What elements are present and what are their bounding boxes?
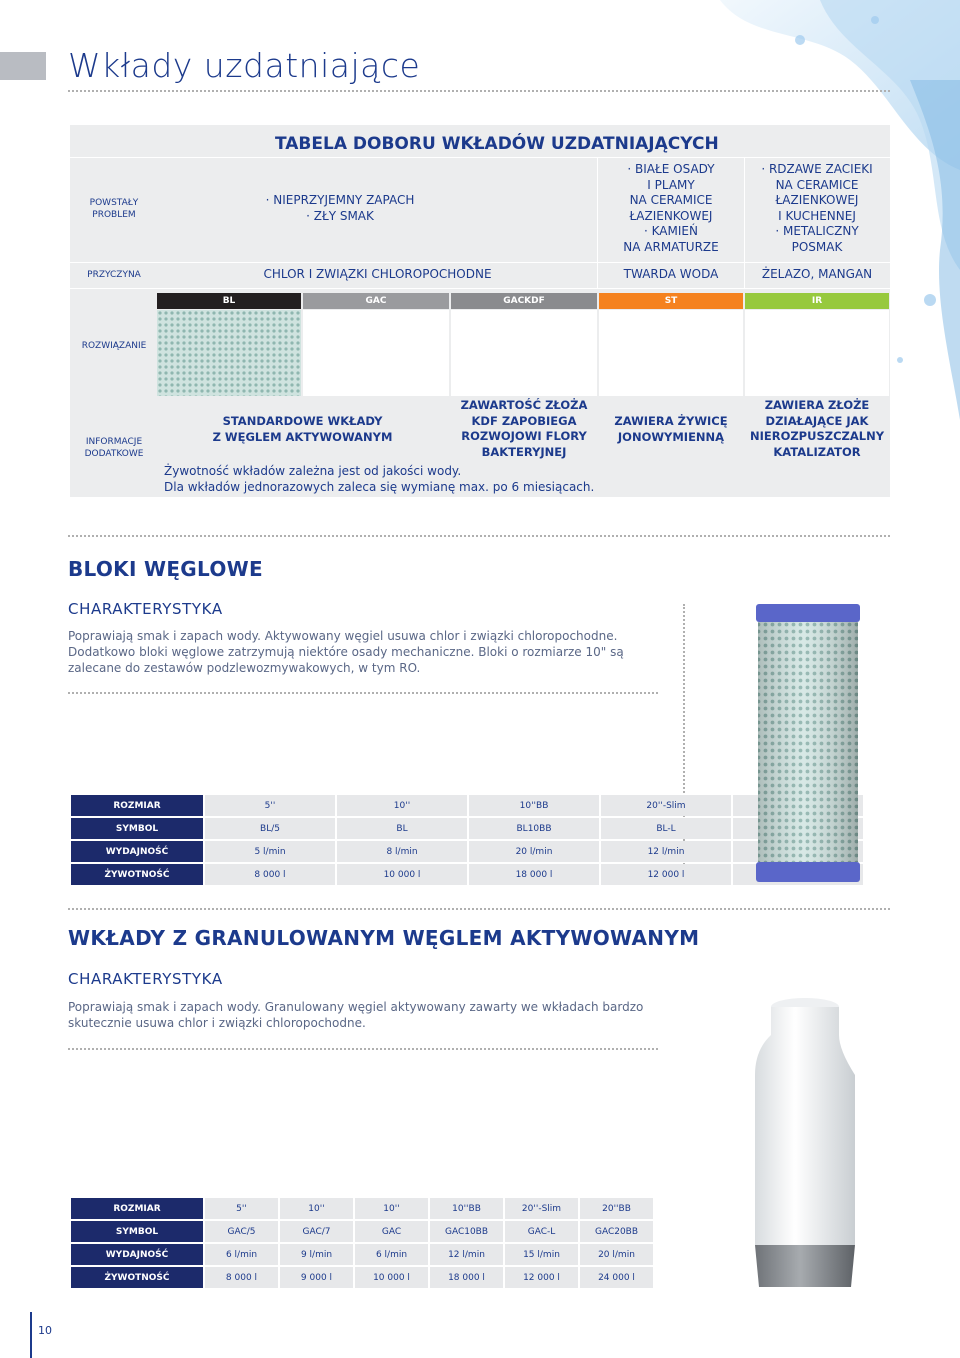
problem-line: ŁAZIENKOWEJ xyxy=(775,193,859,207)
table-cell: 12 l/min xyxy=(430,1244,503,1265)
problem-line: NA CERAMICE xyxy=(775,177,859,192)
code-gac: GAC xyxy=(303,293,449,309)
info-note-2: Dla wkładów jednorazowych zaleca się wymianę max. po 6 miesiącach. xyxy=(164,480,595,494)
row-header: SYMBOL xyxy=(71,1221,203,1242)
section-description: Poprawiają smak i zapach wody. Aktywowany węgiel usuwa chlor i związki chloropochodne. Dodatkowo bloki węglowe zatrzymują niektóre osady mechaniczne. Bloki o rozmiarze 10" są zalecane do zestawów podzlewozmywakowych, w tym RO. xyxy=(68,629,624,675)
table-cell: 18 000 l xyxy=(469,864,599,885)
carbon-blocks-spec-table xyxy=(69,793,865,887)
info-line: KATALIZATOR xyxy=(773,444,861,459)
problem-line: · NIEPRZYJEMNY ZAPACH xyxy=(265,193,415,207)
table-cell: 20''-Slim xyxy=(601,795,731,816)
table-cell: GAC20BB xyxy=(580,1221,653,1242)
table-divider xyxy=(70,262,890,263)
table-cell: 8 000 l xyxy=(205,864,335,885)
code-bl: BL xyxy=(157,293,301,309)
table-cell: GAC/5 xyxy=(205,1221,278,1242)
table-row xyxy=(71,1244,653,1265)
section-title-carbon-blocks: BLOKI WĘGLOWE xyxy=(68,557,263,581)
problem-line: ŁAZIENKOWEJ xyxy=(629,208,713,223)
row-label-problem: POWSTAŁY PROBLEM xyxy=(89,198,139,220)
table-cell: 12 l/min xyxy=(601,841,731,862)
table-divider xyxy=(70,288,890,289)
gac-cartridge-image xyxy=(303,310,449,396)
table-cell: 18 000 l xyxy=(430,1267,503,1288)
section-description: Poprawiają smak i zapach wody. Granulowany węgiel aktywowany zawarty we wkładach bardzo skutecznie usuwa chlor i związki chloropochodne. xyxy=(68,1000,644,1030)
gac-cartridge-illustration xyxy=(745,995,865,1295)
table-divider xyxy=(597,157,598,288)
info-line: ROZWOJOWI FLORY xyxy=(461,429,587,443)
divider xyxy=(68,1048,658,1050)
row-header: ŻYWOTNOŚĆ xyxy=(71,1267,203,1288)
divider xyxy=(68,90,890,92)
problem-hard-water xyxy=(600,162,742,255)
table-cell: 10'' xyxy=(355,1198,428,1219)
selection-table-title: TABELA DOBORU WKŁADÓW UZDATNIAJĄCYCH xyxy=(275,134,719,154)
info-line: ZAWIERA ZŁOŻE xyxy=(764,398,870,412)
row-label-info: INFORMACJE DODATKOWE xyxy=(84,437,144,459)
page-number: 10 xyxy=(38,1324,52,1337)
table-cell: 20 l/min xyxy=(469,841,599,862)
table-cell: GAC-L xyxy=(505,1221,578,1242)
info-line: KDF ZAPOBIEGA xyxy=(471,413,577,428)
table-cell: 9 l/min xyxy=(280,1244,353,1265)
table-divider xyxy=(744,157,745,288)
divider xyxy=(68,535,890,537)
table-cell: 20''-Slim xyxy=(505,1198,578,1219)
info-st xyxy=(600,414,742,445)
cause-chlorine: CHLOR I ZWIĄZKI CHLOROPOCHODNE xyxy=(263,267,492,281)
table-cell: BL-L xyxy=(601,818,731,839)
problem-iron xyxy=(746,162,888,255)
table-cell: 10''BB xyxy=(469,795,599,816)
table-cell: 24 000 l xyxy=(580,1267,653,1288)
row-header: ROZMIAR xyxy=(71,795,203,816)
table-divider xyxy=(70,157,890,158)
problem-line: I PLAMY xyxy=(647,177,695,192)
carbon-block-cartridge-image xyxy=(748,600,868,890)
info-line: ZAWIERA ŻYWICĘ xyxy=(614,414,728,428)
problem-line: · KAMIEŃ xyxy=(644,224,698,238)
code-gackdf: GACKDF xyxy=(451,293,597,309)
row-header: WYDAJNOŚĆ xyxy=(71,841,203,862)
divider xyxy=(68,692,658,694)
table-cell: 5'' xyxy=(205,795,335,816)
row-header: ŻYWOTNOŚĆ xyxy=(71,864,203,885)
table-row xyxy=(71,1267,653,1288)
problem-line: I KUCHENNEJ xyxy=(778,208,856,223)
granular-carbon-spec-table xyxy=(69,1196,655,1290)
info-line: Z WĘGLEM AKTYWOWANYM xyxy=(212,429,393,444)
table-cell: 15 l/min xyxy=(505,1244,578,1265)
section-subtitle: CHARAKTERYSTYKA xyxy=(68,970,223,988)
cause-hard-water: TWARDA WODA xyxy=(623,267,719,281)
page-number-bar xyxy=(30,1312,32,1358)
table-cell: 6 l/min xyxy=(355,1244,428,1265)
table-cell: BL xyxy=(337,818,467,839)
table-cell: 12 000 l xyxy=(505,1267,578,1288)
cause-iron: ŻELAZO, MANGAN xyxy=(761,267,873,281)
table-cell: 10'' xyxy=(337,795,467,816)
table-cell: 8 l/min xyxy=(337,841,467,862)
table-cell: 10 000 l xyxy=(355,1267,428,1288)
info-bl xyxy=(160,414,445,445)
row-header: SYMBOL xyxy=(71,818,203,839)
table-row xyxy=(71,1221,653,1242)
section-title-granular-carbon: WKŁADY Z GRANULOWANYM WĘGLEM AKTYWOWANYM xyxy=(68,926,700,950)
gackdf-cartridge-image xyxy=(451,310,597,396)
section-subtitle: CHARAKTERYSTYKA xyxy=(68,600,223,618)
table-cell: 5 l/min xyxy=(205,841,335,862)
table-cell: GAC10BB xyxy=(430,1221,503,1242)
info-line: NIEROZPUSZCZALNY xyxy=(749,429,885,443)
info-line: STANDARDOWE WKŁADY xyxy=(222,414,383,428)
table-cell: 20''BB xyxy=(580,1198,653,1219)
problem-line: · METALICZNY xyxy=(775,224,859,238)
row-label-solution: ROZWIĄZANIE xyxy=(81,341,147,351)
code-st: ST xyxy=(599,293,743,309)
divider xyxy=(68,908,890,910)
code-ir: IR xyxy=(745,293,889,309)
problem-chlorine xyxy=(230,193,450,224)
problem-line: NA ARMATURZE xyxy=(623,239,719,254)
info-line: JONOWYMIENNĄ xyxy=(617,429,725,444)
problem-line: POSMAK xyxy=(791,239,843,254)
table-row xyxy=(71,818,863,839)
table-cell: 9 000 l xyxy=(280,1267,353,1288)
info-line: DZIAŁAJĄCE JAK xyxy=(765,413,869,428)
table-row xyxy=(71,795,863,816)
problem-line: · BIAŁE OSADY xyxy=(627,162,715,176)
table-cell: 10'' xyxy=(280,1198,353,1219)
table-cell: 10 000 l xyxy=(337,864,467,885)
table-row xyxy=(71,841,863,862)
table-cell: 5'' xyxy=(205,1198,278,1219)
table-cell: 10''BB xyxy=(430,1198,503,1219)
ir-cartridge-image xyxy=(745,310,889,396)
info-ir xyxy=(746,398,888,460)
table-cell: GAC/7 xyxy=(280,1221,353,1242)
st-cartridge-image xyxy=(599,310,743,396)
table-row xyxy=(71,1198,653,1219)
info-line: ZAWARTOŚĆ ZŁOŻA xyxy=(460,398,588,412)
carbon-block-mesh-image xyxy=(157,310,301,396)
info-note-1: Żywotność wkładów zależna jest od jakości wody. xyxy=(164,464,462,478)
info-line: BAKTERYJNEJ xyxy=(481,444,567,459)
row-header: ROZMIAR xyxy=(71,1198,203,1219)
page-title: Wkłady uzdatniające xyxy=(68,46,421,85)
table-cell: 8 000 l xyxy=(205,1267,278,1288)
problem-line: · RDZAWE ZACIEKI xyxy=(761,162,873,176)
table-cell: BL10BB xyxy=(469,818,599,839)
problem-line: · ZŁY SMAK xyxy=(306,208,374,223)
row-header: WYDAJNOŚĆ xyxy=(71,1244,203,1265)
table-cell: GAC xyxy=(355,1221,428,1242)
header-corner-block xyxy=(0,52,46,80)
table-cell: 20 l/min xyxy=(580,1244,653,1265)
table-row xyxy=(71,864,863,885)
table-cell: 12 000 l xyxy=(601,864,731,885)
problem-line: NA CERAMICE xyxy=(629,193,713,207)
info-kdf xyxy=(452,398,596,460)
table-cell: 6 l/min xyxy=(205,1244,278,1265)
row-label-cause: PRZYCZYNA xyxy=(87,270,141,280)
table-cell: BL/5 xyxy=(205,818,335,839)
